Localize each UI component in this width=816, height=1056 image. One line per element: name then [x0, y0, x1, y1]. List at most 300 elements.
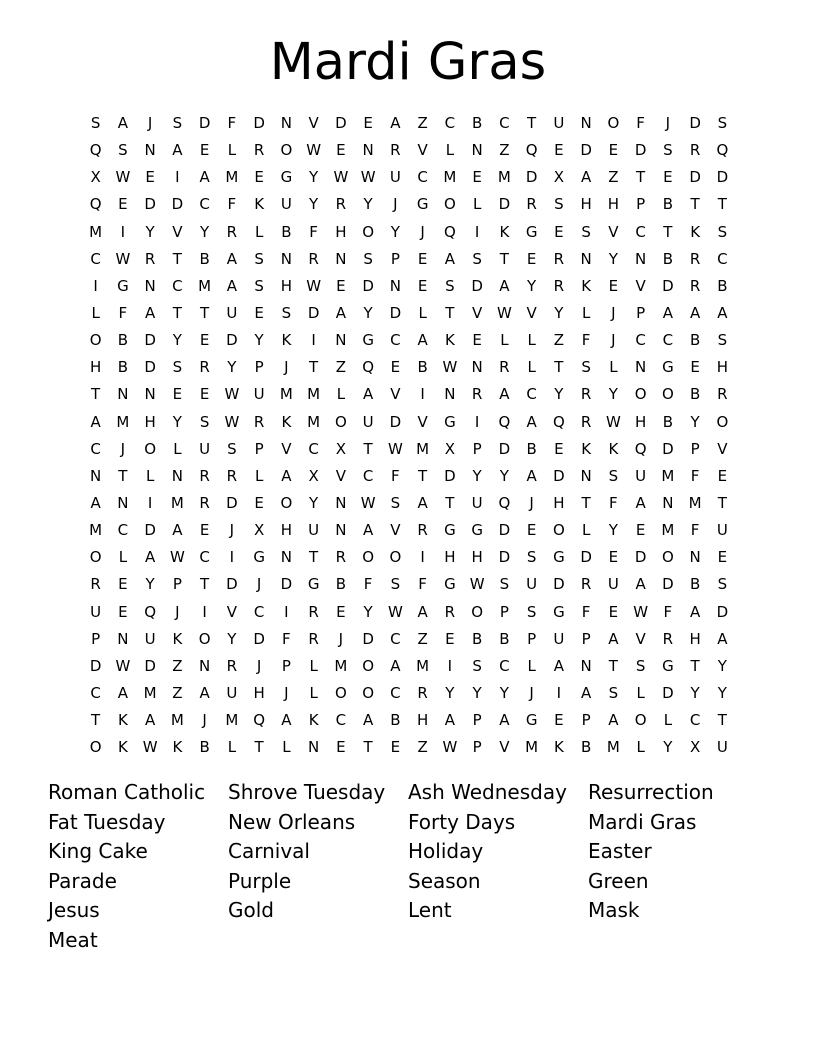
grid-letter: G — [471, 521, 483, 540]
grid-letter: N — [580, 249, 592, 268]
grid-letter: C — [199, 548, 210, 567]
grid-letter: V — [717, 439, 728, 458]
grid-letter: Y — [717, 656, 727, 675]
grid-letter: T — [527, 114, 537, 133]
grid-letter: G — [444, 521, 456, 540]
grid-letter: T — [636, 168, 646, 187]
grid-letter: Q — [443, 222, 456, 241]
grid-letter: D — [498, 439, 511, 458]
grid-letter: R — [689, 141, 701, 160]
grid-letter: W — [142, 738, 158, 757]
grid-letter: L — [527, 358, 536, 377]
grid-letter: B — [199, 738, 210, 757]
grid-letter: S — [717, 331, 728, 350]
grid-letter: T — [363, 439, 373, 458]
grid-letter: A — [199, 168, 210, 187]
grid-letter: L — [581, 521, 591, 540]
grid-letter: Y — [145, 222, 155, 241]
grid-letter: N — [335, 249, 347, 268]
grid-letter: N — [117, 494, 129, 513]
grid-letter: M — [170, 711, 184, 730]
grid-letter: D — [198, 114, 211, 133]
grid-row — [82, 300, 736, 327]
grid-letter: U — [471, 494, 483, 513]
grid-letter: D — [662, 684, 674, 703]
grid-letter: L — [282, 738, 291, 757]
grid-letter: K — [308, 711, 319, 730]
grid-letter: F — [391, 466, 400, 485]
grid-letter: Y — [309, 168, 319, 187]
grid-letter: N — [580, 114, 592, 133]
grid-letter: K — [117, 738, 128, 757]
grid-letter: A — [390, 656, 401, 675]
grid-letter: Y — [527, 276, 537, 295]
grid-letter: W — [115, 656, 131, 675]
grid-row — [82, 164, 736, 191]
grid-letter: Y — [554, 385, 564, 404]
grid-letter: S — [172, 358, 183, 377]
grid-letter: D — [716, 602, 729, 621]
grid-letter: R — [226, 656, 238, 675]
grid-letter: E — [118, 195, 128, 214]
grid-letter: S — [445, 276, 455, 295]
grid-letter: L — [254, 222, 264, 241]
grid-letter: E — [199, 521, 210, 540]
grid-letter: K — [172, 738, 183, 757]
grid-letter: O — [334, 412, 347, 431]
word-list-item: Gold — [228, 898, 274, 923]
grid-letter: Q — [89, 195, 102, 214]
grid-letter: W — [115, 168, 131, 187]
grid-letter: M — [116, 412, 130, 431]
grid-letter: T — [608, 656, 618, 675]
grid-letter: C — [662, 331, 674, 350]
grid-letter: F — [418, 575, 427, 594]
grid-letter: C — [526, 385, 537, 404]
grid-row — [82, 137, 736, 164]
word-list-item: Resurrection — [588, 780, 714, 804]
letter-grid — [82, 110, 736, 761]
grid-letter: F — [690, 466, 700, 485]
grid-letter: L — [309, 656, 318, 675]
grid-letter: E — [526, 249, 537, 268]
grid-letter: T — [309, 358, 319, 377]
grid-letter: M — [225, 168, 239, 187]
grid-letter: K — [499, 222, 510, 241]
grid-letter: T — [554, 358, 564, 377]
grid-letter: L — [636, 738, 645, 757]
grid-letter: A — [526, 466, 537, 485]
grid-letter: S — [663, 141, 673, 160]
grid-letter: M — [307, 385, 321, 404]
grid-letter: Y — [363, 304, 373, 323]
grid-letter: F — [581, 331, 591, 350]
grid-letter: R — [199, 466, 210, 485]
grid-letter: M — [688, 494, 702, 513]
grid-letter: N — [171, 466, 183, 485]
grid-letter: U — [199, 439, 211, 458]
grid-letter: M — [170, 494, 184, 513]
grid-letter: V — [635, 276, 646, 295]
grid-letter: A — [608, 711, 619, 730]
grid-letter: E — [472, 331, 482, 350]
grid-letter: U — [226, 684, 238, 703]
grid-letter: P — [91, 629, 101, 648]
grid-letter: B — [662, 249, 674, 268]
grid-letter: X — [253, 521, 265, 540]
grid-letter: P — [636, 195, 646, 214]
grid-letter: C — [717, 249, 728, 268]
grid-letter: W — [360, 168, 376, 187]
word-list-item: Purple — [228, 868, 292, 893]
grid-letter: N — [389, 276, 401, 295]
grid-letter: O — [89, 738, 102, 757]
grid-letter: I — [311, 331, 316, 350]
grid-letter: I — [202, 602, 207, 621]
grid-letter: N — [335, 494, 347, 513]
grid-letter: R — [526, 195, 537, 214]
grid-letter: A — [417, 331, 428, 350]
grid-row — [82, 626, 736, 653]
grid-letter: E — [554, 222, 564, 241]
grid-letter: A — [444, 711, 455, 730]
grid-letter: Z — [417, 629, 428, 648]
grid-letter: T — [91, 385, 101, 404]
grid-letter: V — [390, 385, 401, 404]
grid-letter: L — [609, 358, 618, 377]
grid-letter: R — [553, 249, 565, 268]
grid-letter: P — [254, 358, 264, 377]
grid-letter: K — [581, 276, 592, 295]
word-list-item: Season — [408, 868, 481, 893]
grid-letter: A — [362, 711, 374, 730]
grid-letter: A — [117, 114, 128, 133]
grid-letter: C — [390, 331, 401, 350]
grid-letter: R — [144, 249, 156, 268]
grid-letter: U — [280, 195, 292, 214]
grid-letter: T — [172, 249, 182, 268]
grid-letter: D — [144, 521, 156, 540]
grid-letter: U — [362, 412, 374, 431]
grid-letter: V — [635, 629, 646, 648]
grid-letter: C — [417, 168, 428, 187]
grid-letter: U — [308, 521, 320, 540]
word-list-item: Carnival — [228, 839, 310, 864]
grid-row — [82, 544, 736, 571]
grid-letter: L — [472, 195, 482, 214]
grid-letter: S — [635, 656, 646, 675]
grid-letter: J — [611, 304, 616, 323]
grid-letter: A — [199, 684, 210, 703]
grid-letter: D — [689, 168, 701, 187]
grid-letter: N — [444, 385, 456, 404]
grid-letter: A — [499, 711, 510, 730]
grid-letter: C — [689, 711, 701, 730]
grid-letter: N — [308, 738, 320, 757]
grid-letter: J — [147, 114, 153, 133]
grid-letter: B — [471, 629, 483, 648]
grid-letter: C — [117, 521, 129, 540]
grid-letter: K — [553, 738, 564, 757]
grid-letter: S — [363, 249, 373, 268]
grid-letter: J — [120, 439, 126, 458]
grid-letter: Y — [554, 304, 564, 323]
grid-letter: J — [611, 331, 616, 350]
grid-letter: O — [144, 439, 157, 458]
grid-letter: R — [253, 141, 265, 160]
grid-letter: B — [689, 331, 701, 350]
grid-letter: Q — [362, 358, 375, 377]
grid-letter: T — [717, 195, 727, 214]
grid-letter: C — [253, 602, 265, 621]
grid-letter: A — [335, 304, 346, 323]
grid-letter: G — [117, 276, 129, 295]
grid-letter: Q — [89, 141, 102, 160]
grid-letter: C — [90, 249, 101, 268]
grid-letter: W — [333, 168, 349, 187]
grid-letter: U — [526, 575, 538, 594]
grid-letter: H — [689, 629, 701, 648]
grid-letter: D — [634, 548, 647, 567]
grid-letter: O — [362, 222, 375, 241]
grid-letter: A — [717, 304, 728, 323]
grid-letter: O — [198, 629, 211, 648]
grid-letter: K — [281, 412, 292, 431]
grid-letter: S — [118, 141, 128, 160]
grid-letter: D — [144, 656, 156, 675]
grid-letter: J — [529, 684, 534, 703]
grid-letter: T — [254, 738, 264, 757]
grid-letter: K — [444, 331, 455, 350]
grid-letter: D — [689, 114, 701, 133]
grid-letter: R — [689, 249, 701, 268]
grid-letter: D — [444, 466, 456, 485]
grid-letter: E — [118, 575, 128, 594]
grid-letter: W — [633, 602, 649, 621]
grid-letter: B — [471, 114, 483, 133]
grid-letter: Y — [254, 331, 264, 350]
grid-letter: V — [417, 412, 428, 431]
grid-letter: C — [499, 656, 510, 675]
grid-letter: R — [717, 385, 728, 404]
grid-letter: X — [335, 439, 347, 458]
grid-letter: A — [689, 602, 701, 621]
grid-letter: B — [117, 331, 129, 350]
grid-letter: N — [689, 548, 701, 567]
grid-letter: C — [390, 629, 401, 648]
grid-letter: O — [634, 385, 647, 404]
grid-letter: L — [118, 548, 128, 567]
grid-letter: S — [390, 575, 401, 594]
grid-letter: J — [175, 602, 180, 621]
grid-letter: R — [226, 466, 238, 485]
grid-row — [82, 680, 736, 707]
grid-letter: G — [416, 195, 429, 214]
grid-letter: A — [390, 114, 401, 133]
grid-letter: Z — [172, 656, 183, 675]
grid-letter: I — [420, 385, 425, 404]
grid-letter: W — [306, 276, 322, 295]
grid-letter: I — [175, 168, 180, 187]
grid-letter: M — [279, 385, 293, 404]
grid-letter: A — [417, 494, 428, 513]
grid-letter: E — [254, 494, 264, 513]
grid-letter: X — [308, 466, 319, 485]
grid-letter: O — [280, 494, 293, 513]
grid-letter: Y — [172, 331, 182, 350]
grid-letter: D — [498, 548, 511, 567]
grid-letter: P — [390, 249, 400, 268]
grid-letter: Q — [716, 141, 729, 160]
grid-letter: T — [445, 494, 455, 513]
grid-letter: I — [93, 276, 98, 295]
grid-letter: G — [553, 602, 565, 621]
grid-letter: Q — [253, 711, 266, 730]
grid-letter: V — [172, 222, 183, 241]
grid-letter: B — [689, 385, 701, 404]
grid-letter: F — [609, 494, 618, 513]
word-list-item: Ash Wednesday — [408, 780, 567, 804]
grid-letter: I — [420, 548, 425, 567]
grid-letter: S — [390, 494, 401, 513]
grid-letter: I — [120, 222, 126, 241]
grid-letter: A — [226, 249, 237, 268]
grid-letter: D — [226, 331, 238, 350]
grid-letter: O — [607, 114, 620, 133]
grid-letter: T — [717, 711, 727, 730]
word-list-item: Shrove Tuesday — [228, 780, 386, 804]
grid-letter: G — [525, 711, 538, 730]
grid-letter: A — [90, 412, 101, 431]
grid-letter: P — [499, 602, 509, 621]
grid-letter: V — [608, 222, 619, 241]
grid-letter: U — [716, 521, 728, 540]
grid-letter: D — [389, 304, 402, 323]
grid-letter: O — [389, 548, 402, 567]
grid-letter: S — [254, 276, 264, 295]
grid-letter: R — [90, 575, 101, 594]
grid-row — [82, 354, 736, 381]
grid-letter: P — [172, 575, 182, 594]
word-list-item: Lent — [408, 898, 452, 923]
grid-letter: B — [417, 358, 428, 377]
grid-letter: F — [309, 222, 318, 241]
grid-letter: O — [362, 548, 375, 567]
grid-letter: F — [282, 629, 291, 648]
grid-letter: N — [580, 656, 592, 675]
grid-letter: T — [363, 738, 373, 757]
grid-letter: B — [335, 575, 347, 594]
grid-letter: A — [362, 521, 374, 540]
grid-letter: O — [280, 141, 293, 160]
grid-letter: U — [553, 114, 565, 133]
grid-letter: T — [118, 466, 128, 485]
grid-letter: F — [227, 114, 237, 133]
grid-letter: N — [471, 358, 483, 377]
grid-letter: J — [665, 114, 671, 133]
grid-letter: N — [117, 629, 129, 648]
grid-letter: A — [444, 249, 455, 268]
grid-letter: Y — [390, 222, 400, 241]
word-list-item: Meat — [48, 927, 98, 952]
grid-row — [82, 517, 736, 544]
grid-letter: A — [499, 276, 510, 295]
grid-letter: E — [145, 168, 155, 187]
grid-letter: E — [118, 602, 128, 621]
grid-letter: E — [390, 738, 401, 757]
grid-letter: B — [117, 358, 129, 377]
grid-letter: F — [227, 195, 237, 214]
grid-letter: Y — [200, 222, 210, 241]
grid-letter: B — [662, 412, 674, 431]
grid-letter: W — [387, 439, 403, 458]
grid-letter: D — [362, 276, 374, 295]
grid-letter: S — [581, 358, 591, 377]
grid-letter: E — [554, 141, 564, 160]
grid-letter: E — [608, 141, 619, 160]
grid-row — [82, 599, 736, 626]
grid-letter: D — [253, 629, 265, 648]
grid-letter: Y — [663, 738, 673, 757]
grid-letter: A — [499, 385, 510, 404]
grid-letter: A — [662, 304, 673, 323]
grid-letter: E — [172, 385, 183, 404]
grid-letter: W — [115, 249, 131, 268]
grid-letter: H — [280, 521, 293, 540]
grid-letter: R — [226, 222, 238, 241]
grid-letter: W — [442, 358, 458, 377]
grid-letter: I — [474, 412, 480, 431]
grid-letter: K — [690, 222, 701, 241]
grid-row — [82, 653, 736, 680]
grid-letter: A — [580, 684, 592, 703]
grid-letter: U — [607, 575, 619, 594]
grid-letter: H — [471, 548, 483, 567]
grid-letter: W — [442, 738, 458, 757]
grid-letter: T — [309, 548, 319, 567]
grid-letter: Y — [445, 684, 455, 703]
grid-letter: S — [608, 466, 619, 485]
grid-letter: R — [580, 385, 592, 404]
grid-letter: L — [663, 711, 673, 730]
grid-letter: R — [335, 548, 347, 567]
grid-letter: E — [336, 602, 346, 621]
grid-letter: Y — [499, 466, 509, 485]
grid-row — [82, 734, 736, 761]
grid-letter: L — [527, 656, 536, 675]
grid-letter: K — [581, 439, 592, 458]
word-list-item: Fat Tuesday — [48, 809, 166, 834]
grid-letter: M — [198, 276, 212, 295]
grid-letter: Y — [608, 385, 618, 404]
grid-letter: M — [334, 656, 348, 675]
grid-letter: Y — [608, 249, 618, 268]
grid-letter: V — [526, 304, 537, 323]
grid-letter: W — [387, 602, 403, 621]
grid-letter: C — [308, 439, 319, 458]
grid-letter: O — [443, 195, 456, 214]
grid-letter: C — [635, 331, 646, 350]
grid-letter: C — [90, 684, 101, 703]
grid-letter: G — [444, 412, 456, 431]
grid-letter: U — [716, 738, 728, 757]
grid-letter: N — [199, 656, 211, 675]
grid-letter: U — [226, 304, 238, 323]
grid-letter: R — [253, 412, 265, 431]
grid-letter: A — [117, 684, 128, 703]
grid-letter: J — [284, 684, 289, 703]
grid-letter: S — [199, 412, 210, 431]
